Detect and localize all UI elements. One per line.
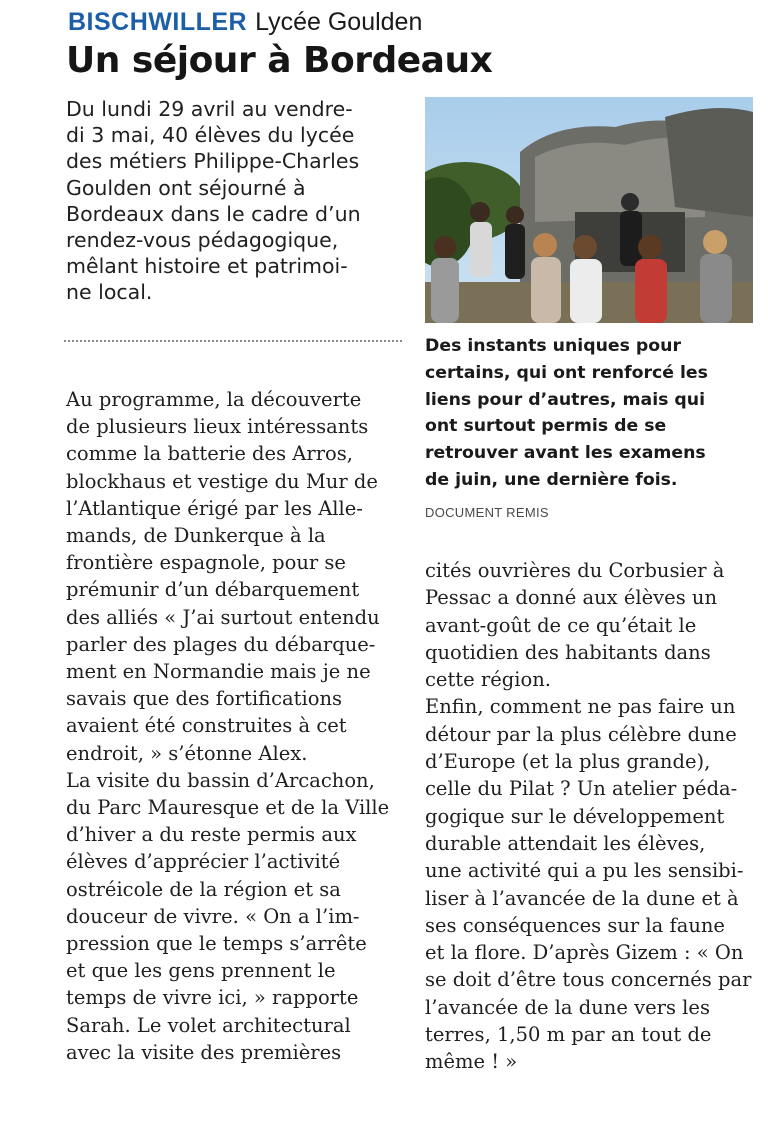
kicker — [68, 8, 422, 36]
lead-line: Goulden ont séjourné à — [66, 175, 306, 200]
caption-line: certains, qui ont renforcé les — [425, 362, 708, 383]
body-line: avec la visite des premières — [66, 1040, 342, 1064]
body-line: même ! » — [425, 1050, 518, 1074]
body-line: liser à l’avancée de la dune et à — [425, 886, 739, 910]
body-line: une activité qui a pu les sensibi- — [425, 859, 744, 883]
body-line: savais que des fortifications — [66, 687, 343, 711]
body-column-right — [425, 557, 751, 1076]
caption-line: liens pour d’autres, mais qui — [425, 389, 706, 410]
body-line: La visite du bassin d’Arcachon, — [66, 768, 375, 792]
caption-line: ont surtout permis de se — [425, 416, 667, 437]
headline: Un séjour à Bordeaux — [66, 40, 493, 81]
body-line: pression que le temps s’arrête — [66, 932, 367, 956]
caption-line: retrouver avant les examens — [425, 443, 706, 464]
body-line: et la flore. D’après Gizem : « On — [425, 941, 744, 965]
lead-line: ne local. — [66, 280, 153, 305]
body-line: l’avancée de la dune vers les — [425, 995, 710, 1019]
body-line: ses conséquences sur la faune — [425, 913, 725, 937]
photo-scene-students-at-bunker — [425, 97, 753, 323]
body-line: cette région. — [425, 668, 551, 692]
body-line: d’Europe (et la plus grande), — [425, 750, 711, 774]
body-line: temps de vivre ici, » rapporte — [66, 986, 359, 1010]
photo-caption — [425, 333, 755, 494]
lead-line: Bordeaux dans le cadre d’un — [66, 201, 361, 226]
body-line: comme la batterie des Arros, — [66, 442, 353, 466]
body-line: Sarah. Le volet architectural — [66, 1013, 351, 1037]
body-line: parler des plages du débarque- — [66, 632, 376, 656]
body-line: et que les gens prennent le — [66, 959, 336, 983]
body-line: Pessac a donné aux élèves un — [425, 586, 718, 610]
lead-paragraph — [66, 96, 406, 306]
body-line: de plusieurs lieux intéressants — [66, 415, 369, 439]
photo-credit: DOCUMENT REMIS — [425, 505, 549, 520]
body-line: mands, de Dunkerque à la — [66, 524, 326, 548]
body-column-left — [66, 386, 389, 1066]
body-line: du Parc Mauresque et de la Ville — [66, 796, 390, 820]
body-line: élèves d’apprécier l’activité — [66, 850, 341, 874]
body-line: avaient été construites à cet — [66, 714, 347, 738]
body-line: celle du Pilat ? Un atelier péda- — [425, 777, 738, 801]
body-line: endroit, » s’étonne Alex. — [66, 741, 308, 765]
body-line: douceur de vivre. « On a l’im- — [66, 904, 360, 928]
lead-line: rendez-vous pédagogique, — [66, 228, 339, 253]
lead-line: des métiers Philippe-Charles — [66, 149, 360, 174]
body-line: durable attendait les élèves, — [425, 831, 706, 855]
body-line: ment en Normandie mais je ne — [66, 660, 371, 684]
body-line: quotidien des habitants dans — [425, 640, 711, 664]
body-line: Enfin, comment ne pas faire un — [425, 695, 736, 719]
body-line: des alliés « J’ai surtout entendu — [66, 605, 380, 629]
kicker-school: Lycée Goulden — [255, 8, 423, 36]
body-line: se doit d’être tous concernés par — [425, 968, 752, 992]
body-line: d’hiver a du reste permis aux — [66, 823, 357, 847]
body-line: terres, 1,50 m par an tout de — [425, 1023, 712, 1047]
lead-line: di 3 mai, 40 élèves du lycée — [66, 123, 355, 148]
body-line: prémunir d’un débarquement — [66, 578, 360, 602]
kicker-city: BISCHWILLER — [68, 8, 248, 36]
body-line: Au programme, la découverte — [66, 388, 362, 411]
body-line: frontière espagnole, pour se — [66, 551, 346, 575]
body-line: ostréicole de la région et sa — [66, 877, 341, 901]
body-line: cités ouvrières du Corbusier à — [425, 559, 725, 582]
caption-line: de juin, une dernière fois. — [425, 469, 678, 490]
body-line: avant-goût de ce qu’était le — [425, 613, 697, 637]
body-line: détour par la plus célèbre dune — [425, 722, 737, 746]
article-photo — [425, 97, 753, 323]
dotted-divider — [64, 340, 402, 342]
lead-line: Du lundi 29 avril au vendre- — [66, 97, 353, 121]
caption-line: Des instants uniques pour — [425, 336, 681, 356]
body-line: blockhaus et vestige du Mur de — [66, 469, 378, 493]
lead-line: mêlant histoire et patrimoi- — [66, 254, 348, 279]
body-line: gogique sur le développement — [425, 804, 725, 828]
body-line: l’Atlantique érigé par les Alle- — [66, 496, 363, 520]
